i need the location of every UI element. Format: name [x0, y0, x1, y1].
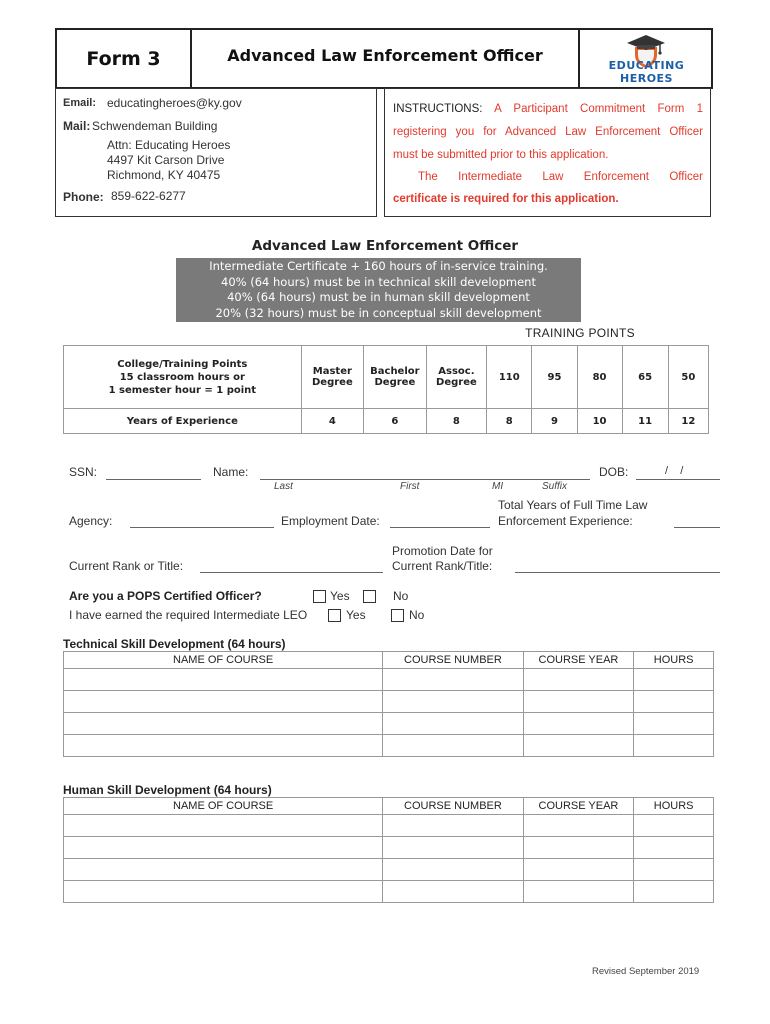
points-cell: 65	[622, 346, 668, 409]
degree-line: Assoc.	[438, 366, 475, 377]
column-header: COURSE NUMBER	[383, 652, 523, 669]
column-header: COURSE YEAR	[523, 652, 634, 669]
pops-yes-label: Yes	[330, 589, 350, 603]
column-header: HOURS	[634, 798, 714, 815]
requirement-line: 40% (64 hours) must be in technical skill development	[221, 274, 536, 289]
course-name-cell[interactable]	[64, 735, 383, 757]
bachelor-degree-header	[364, 346, 427, 409]
table-row	[64, 837, 714, 859]
email-address: educatingheroes@ky.gov	[107, 96, 242, 110]
course-year-cell[interactable]	[523, 691, 634, 713]
mail-line-3: 4497 Kit Carson Drive	[107, 153, 225, 167]
agency-input[interactable]	[130, 527, 274, 528]
requirements-title: Advanced Law Enforcement Officer	[251, 238, 519, 254]
name-input[interactable]	[260, 479, 590, 480]
hours-cell[interactable]	[634, 881, 714, 903]
course-name-cell[interactable]	[64, 837, 383, 859]
requirements-box	[176, 258, 581, 322]
course-number-cell[interactable]	[383, 691, 523, 713]
mail-line-2: Attn: Educating Heroes	[107, 138, 231, 152]
master-degree-header	[301, 346, 363, 409]
requirement-line: 40% (64 hours) must be in human skill development	[227, 290, 530, 304]
technical-skill-title: Technical Skill Development (64 hours)	[63, 637, 286, 651]
requirement-line: 20% (32 hours) must be in conceptual skill development	[215, 305, 542, 320]
course-number-cell[interactable]	[383, 859, 523, 881]
years-experience-label: Years of Experience	[64, 409, 302, 434]
first-name-caption: First	[400, 481, 420, 492]
college-points-line: 15 classroom hours or	[119, 371, 245, 383]
hours-cell[interactable]	[634, 735, 714, 757]
employment-date-label: Employment Date:	[281, 514, 380, 528]
course-year-cell[interactable]	[523, 735, 634, 757]
course-name-cell[interactable]	[64, 691, 383, 713]
course-name-cell[interactable]	[64, 713, 383, 735]
contact-box	[55, 88, 377, 217]
course-number-cell[interactable]	[383, 837, 523, 859]
table-row	[64, 669, 714, 691]
degree-line: Degree	[436, 377, 477, 388]
course-number-cell[interactable]	[383, 881, 523, 903]
agency-label: Agency:	[69, 514, 113, 528]
suffix-caption: Suffix	[542, 481, 568, 492]
points-cell: 110	[487, 346, 532, 409]
mail-label: Mail:	[63, 119, 91, 133]
years-cell: 10	[577, 409, 622, 434]
pops-yes-checkbox[interactable]	[313, 590, 326, 603]
instructions-line-4: The Intermediate Law Enforcement Officer	[418, 171, 703, 183]
phone-number: 859-622-6277	[111, 189, 186, 203]
mail-line-1: Schwendeman Building	[92, 119, 218, 133]
hours-cell[interactable]	[634, 691, 714, 713]
human-course-table	[63, 797, 714, 903]
course-year-cell[interactable]	[523, 713, 634, 735]
promotion-date-input[interactable]	[515, 572, 720, 573]
course-year-cell[interactable]	[523, 837, 634, 859]
course-number-cell[interactable]	[383, 713, 523, 735]
course-year-cell[interactable]	[523, 815, 634, 837]
course-name-cell[interactable]	[64, 859, 383, 881]
assoc-degree-header	[426, 346, 486, 409]
leo-statement: I have earned the required Intermediate LEO	[69, 608, 308, 622]
ssn-label: SSN:	[69, 465, 98, 479]
course-name-cell[interactable]	[64, 815, 383, 837]
course-name-cell[interactable]	[64, 669, 383, 691]
course-name-cell[interactable]	[64, 881, 383, 903]
years-cell: 6	[364, 409, 427, 434]
table-row	[64, 881, 714, 903]
email-label: Email:	[63, 97, 97, 109]
column-header: COURSE NUMBER	[383, 798, 523, 815]
degree-line: Bachelor	[370, 366, 420, 377]
leo-no-checkbox[interactable]	[391, 609, 404, 622]
revised-date: Revised September 2019	[592, 966, 700, 977]
logo-brand-text: EDUCATING HEROES	[608, 59, 685, 85]
instructions-text-1: A Participant Commitment Form 1	[494, 103, 703, 115]
column-header: HOURS	[634, 652, 714, 669]
table-row	[64, 859, 714, 881]
training-points-title: TRAINING POINTS	[525, 326, 635, 340]
employment-date-input[interactable]	[390, 527, 490, 528]
years-cell: 4	[301, 409, 363, 434]
dob-separators: / /	[665, 465, 684, 477]
course-year-cell[interactable]	[523, 669, 634, 691]
years-cell: 8	[426, 409, 486, 434]
column-header: COURSE YEAR	[523, 798, 634, 815]
promotion-date-label-1: Promotion Date for	[392, 544, 493, 558]
instructions-box	[384, 88, 711, 217]
instructions-line-5: certificate is required for this application.	[393, 193, 619, 205]
years-cell: 11	[622, 409, 668, 434]
course-year-cell[interactable]	[523, 881, 634, 903]
instructions-line-2: registering you for Advanced Law Enforcement Officer	[393, 126, 703, 138]
current-rank-label: Current Rank or Title:	[69, 559, 184, 573]
total-years-input[interactable]	[674, 527, 720, 528]
ssn-input[interactable]	[106, 479, 201, 480]
course-year-cell[interactable]	[523, 859, 634, 881]
mail-line-4: Richmond, KY 40475	[107, 168, 221, 182]
pops-no-label: No	[393, 589, 409, 603]
leo-yes-checkbox[interactable]	[328, 609, 341, 622]
training-points-table	[63, 345, 709, 434]
degree-line: Master	[312, 366, 352, 377]
table-row	[64, 691, 714, 713]
years-cell: 8	[487, 409, 532, 434]
course-number-cell[interactable]	[383, 815, 523, 837]
years-cell: 9	[532, 409, 577, 434]
course-number-cell[interactable]	[383, 735, 523, 757]
course-number-cell[interactable]	[383, 669, 523, 691]
hours-cell[interactable]	[634, 669, 714, 691]
name-label: Name:	[213, 465, 249, 479]
dob-input[interactable]	[636, 479, 720, 480]
hours-cell[interactable]	[634, 713, 714, 735]
total-years-label-2: Enforcement Experience:	[498, 514, 633, 528]
hours-cell[interactable]	[634, 837, 714, 859]
leo-no-label: No	[409, 608, 425, 622]
hours-cell[interactable]	[634, 859, 714, 881]
hours-cell[interactable]	[634, 815, 714, 837]
form-number: Form 3	[57, 30, 192, 87]
form-title: Advanced Law Enforcement Officer	[192, 30, 580, 87]
instructions-label: INSTRUCTIONS:	[393, 103, 483, 115]
pops-question: Are you a POPS Certified Officer?	[69, 589, 262, 603]
technical-course-table	[63, 651, 714, 757]
dob-label: DOB:	[599, 465, 629, 479]
table-row	[64, 713, 714, 735]
form-header	[55, 28, 713, 89]
college-points-label	[64, 346, 302, 409]
table-row	[64, 735, 714, 757]
educating-heroes-logo	[582, 30, 711, 87]
phone-label: Phone:	[63, 190, 104, 204]
years-cell: 12	[668, 409, 708, 434]
column-header: NAME OF COURSE	[64, 798, 383, 815]
college-points-line: College/Training Points	[117, 358, 248, 370]
leo-yes-label: Yes	[346, 608, 366, 622]
table-row	[64, 815, 714, 837]
degree-line: Degree	[374, 377, 416, 388]
points-cell: 50	[668, 346, 708, 409]
points-cell: 80	[577, 346, 622, 409]
college-points-line: 1 semester hour = 1 point	[108, 384, 257, 396]
degree-line: Degree	[311, 377, 353, 388]
current-rank-input[interactable]	[200, 572, 383, 573]
promotion-date-label-2: Current Rank/Title:	[392, 559, 493, 573]
instructions-line-1	[393, 103, 703, 115]
last-name-caption: Last	[274, 481, 293, 492]
column-header: NAME OF COURSE	[64, 652, 383, 669]
total-years-label-1: Total Years of Full Time Law	[498, 498, 648, 512]
instructions-line-3: must be submitted prior to this application.	[393, 149, 609, 161]
points-cell: 95	[532, 346, 577, 409]
mi-caption: MI	[492, 481, 504, 492]
requirement-line: Intermediate Certificate + 160 hours of in-service training.	[209, 259, 548, 273]
human-skill-title: Human Skill Development (64 hours)	[63, 783, 272, 797]
pops-no-checkbox[interactable]	[363, 590, 376, 603]
